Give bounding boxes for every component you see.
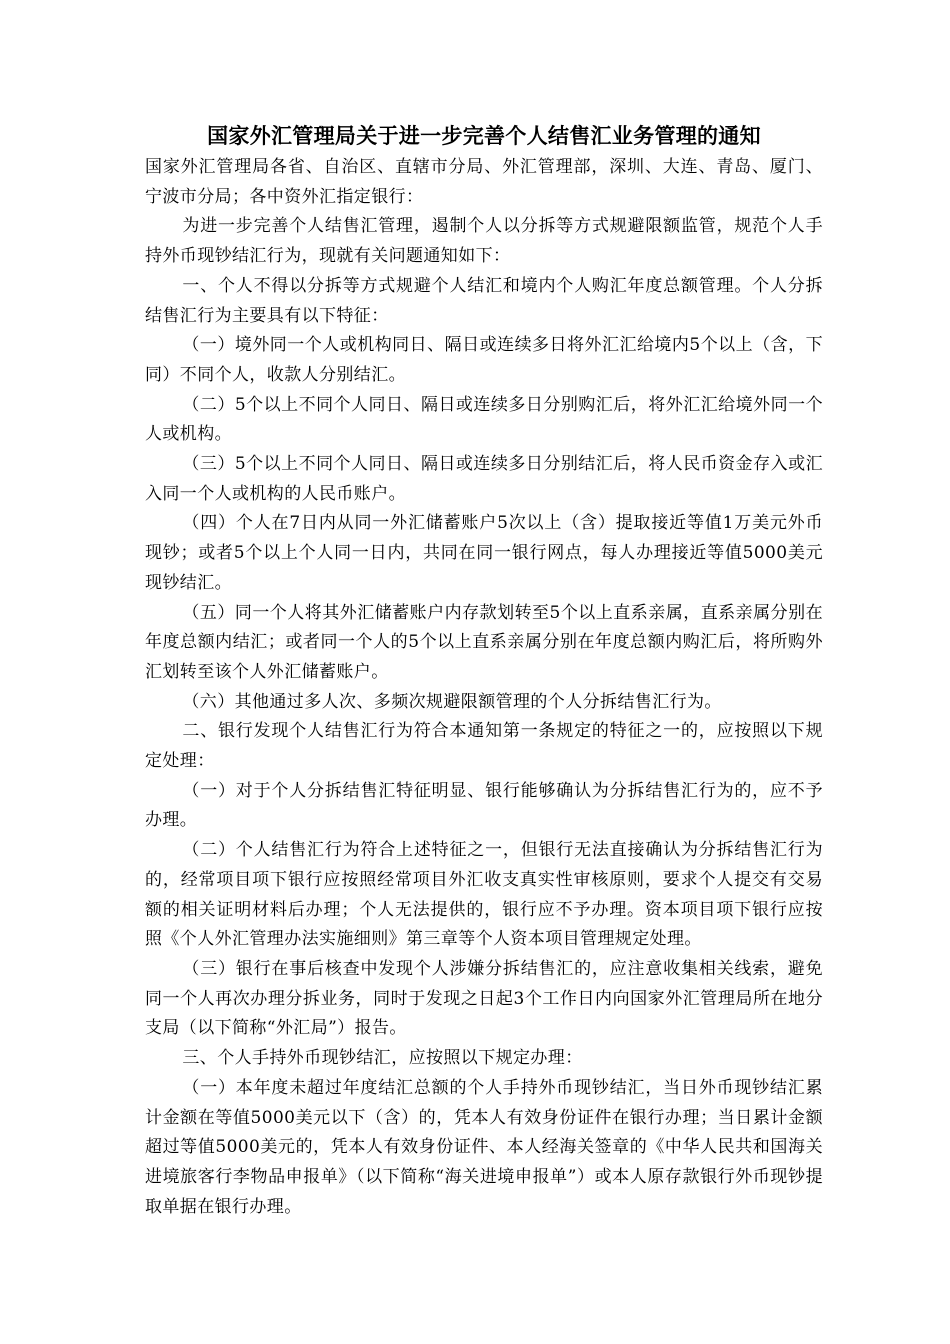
section-3-heading: 三、个人手持外币现钞结汇，应按照以下规定办理： <box>182 1048 583 1069</box>
section-2-item-2: （二）个人结售汇行为符合上述特征之一，但银行无法直接确认为分拆结售汇行为的，经常项目项下银行应按照经常项目外汇收支真实性审核原则，要求个人提交有交易额的相关证明材料后办理；个人无法提供的，银行应不予办理。资本项目项下银行应按照《个人外汇管理办法实施细则》第三章等个人资本项目管理规定处理。 <box>145 840 823 950</box>
section-2-heading: 二、银行发现个人结售汇行为符合本通知第一条规定的特征之一的，应按照以下规定处理： <box>145 721 823 772</box>
document-title: 国家外汇管理局关于进一步完善个人结售汇业务管理的通知 <box>207 124 761 148</box>
section-1-item-5: （五）同一个人将其外汇储蓄账户内存款划转至5个以上直系亲属，直系亲属分别在年度总额内结汇；或者同一个人的5个以上直系亲属分别在年度总额内购汇后，将所购外汇划转至该个人外汇储蓄账户。 <box>145 602 823 682</box>
section-1-heading: 一、个人不得以分拆等方式规避个人结汇和境内个人购汇年度总额管理。个人分拆结售汇行为主要具有以下特征： <box>145 275 823 326</box>
section-1-item-2: （二）5个以上不同个人同日、隔日或连续多日分别购汇后，将外汇汇给境外同一个人或机构。 <box>145 394 823 445</box>
section-1-item-3: （三）5个以上不同个人同日、隔日或连续多日分别结汇后，将人民币资金存入或汇入同一个人或机构的人民币账户。 <box>145 454 823 504</box>
section-2-item-3: （三）银行在事后核查中发现个人涉嫌分拆结售汇的，应注意收集相关线索，避免同一个人再次办理分拆业务，同时于发现之日起3个工作日内向国家外汇管理局所在地分支局（以下简称“外汇局”）报告。 <box>145 958 823 1039</box>
addressee-paragraph: 国家外汇管理局各省、自治区、直辖市分局、外汇管理部，深圳、大连、青岛、厦门、宁波市分局；各中资外汇指定银行： <box>145 157 823 207</box>
document-page <box>145 120 823 1222</box>
section-1-item-1: （一）境外同一个人或机构同日、隔日或连续多日将外汇汇给境内5个以上（含，下同）不同个人，收款人分别结汇。 <box>145 335 823 385</box>
section-2-item-1: （一）对于个人分拆结售汇特征明显、银行能够确认为分拆结售汇行为的，应不予办理。 <box>145 780 823 831</box>
section-1-item-4: （四）个人在7日内从同一外汇储蓄账户5次以上（含）提取接近等值1万美元外币现钞；或者5个以上个人同一日内，共同在同一银行网点，每人办理接近等值5000美元现钞结汇。 <box>145 513 823 593</box>
intro-paragraph: 为进一步完善个人结售汇管理，遏制个人以分拆等方式规避限额监管，规范个人手持外币现钞结汇行为，现就有关问题通知如下： <box>145 216 823 267</box>
section-3-item-1: （一）本年度未超过年度结汇总额的个人手持外币现钞结汇，当日外币现钞结汇累计金额在等值5000美元以下（含）的，凭本人有效身份证件在银行办理；当日累计金额超过等值5000美元的，凭本人有效身份证件、本人经海关签章的《中华人民共和国海关进境旅客行李物品申报单》（以下简称“海关进境申报单”）或本人原存款银行外币现钞提取单据在银行办理。 <box>145 1077 823 1217</box>
section-1-item-6: （六）其他通过多人次、多频次规避限额管理的个人分拆结售汇行为。 <box>182 691 722 712</box>
